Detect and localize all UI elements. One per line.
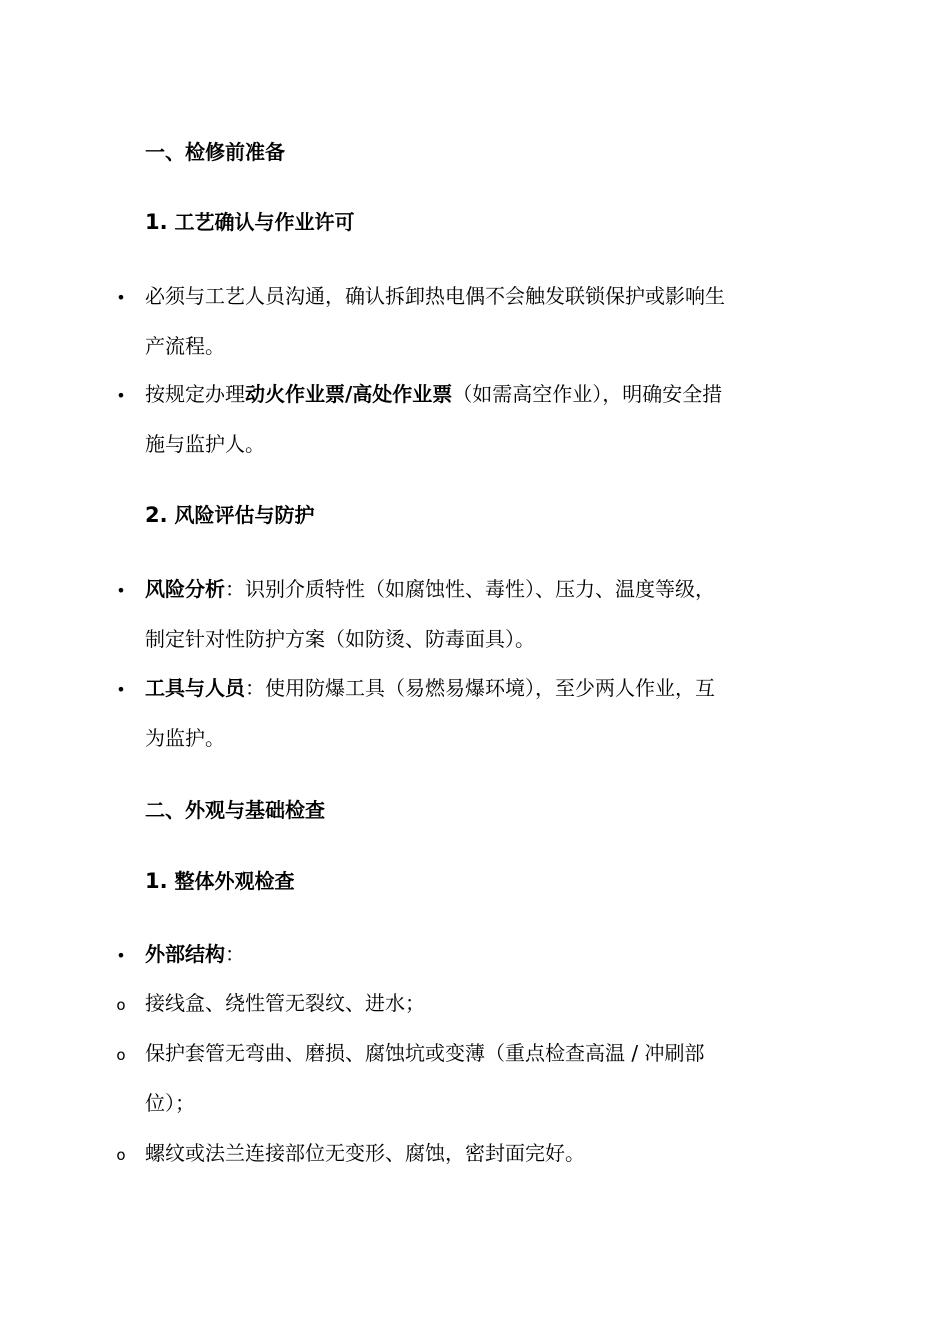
sub-bullet-icon: [114, 1041, 128, 1070]
list-item-bold-text: 外部结构: [145, 942, 225, 966]
list-item-line: 制定针对性防护方案（如防烫、防毒面具）。: [145, 627, 535, 651]
list-item: [145, 369, 805, 469]
list-item: [145, 929, 805, 979]
list-item-line: [145, 564, 805, 614]
list-item-bold-text: 动火作业票/高处作业票: [245, 382, 453, 406]
list-item-line: 接线盒、绕性管无裂纹、进水；: [145, 991, 425, 1015]
subsection-2-1-number: 1.: [145, 869, 168, 893]
subsection-1-2-label: 风险评估与防护: [167, 503, 315, 527]
sub-list-item: [145, 1128, 805, 1178]
subsection-1-1-label: 工艺确认与作业许可: [167, 210, 355, 234]
section-2-title: 二、外观与基础检查: [145, 798, 325, 822]
subsection-1-2-title: [145, 501, 315, 529]
list-item-bold-text: 风险分析: [145, 577, 225, 601]
list-item-text: （如需高空作业），明确安全措: [452, 382, 723, 406]
list-item-line: 位）；: [145, 1091, 195, 1115]
subsection-2-1-title: [145, 867, 295, 895]
subsection-1-2-number: 2.: [145, 503, 168, 527]
list-item: [145, 564, 805, 664]
list-item: [145, 663, 805, 763]
sub-bullet-icon: [114, 1141, 128, 1170]
sub-list-item: [145, 1028, 805, 1128]
subsection-1-1-number: 1.: [145, 210, 168, 234]
bullet-icon: [114, 676, 128, 705]
list-item-line: 保护套管无弯曲、磨损、腐蚀坑或变薄（重点检查高温 / 冲刷部: [145, 1041, 705, 1065]
bullet-icon: [114, 284, 128, 313]
list-item: [145, 271, 805, 371]
list-item-line: [145, 369, 805, 419]
list-item-text: 按规定办理: [145, 382, 245, 406]
list-item-line: 必须与工艺人员沟通，确认拆卸热电偶不会触发联锁保护或影响生: [145, 284, 725, 308]
list-item-line: [145, 663, 805, 713]
list-item-line: 产流程。: [145, 334, 225, 358]
bullet-icon: [114, 577, 128, 606]
sub-bullet-icon: [114, 991, 128, 1020]
list-item-text: ：识别介质特性（如腐蚀性、毒性）、压力、温度等级，: [225, 577, 715, 601]
section-1-title: 一、检修前准备: [145, 140, 285, 164]
list-item-line: 为监护。: [145, 726, 225, 750]
list-item-line: [145, 929, 805, 979]
list-item-bold-text: 工具与人员: [145, 676, 245, 700]
subsection-2-1-label: 整体外观检查: [167, 869, 295, 893]
list-item-text: ：使用防爆工具（易燃易爆环境），至少两人作业，互: [245, 676, 715, 700]
bullet-icon: [114, 942, 128, 971]
subsection-1-1-title: [145, 208, 355, 236]
list-item-line: 螺纹或法兰连接部位无变形、腐蚀，密封面完好。: [145, 1141, 585, 1165]
list-item-line: 施与监护人。: [145, 432, 265, 456]
sub-list-item: [145, 978, 805, 1028]
list-item-text: ：: [225, 942, 245, 966]
bullet-icon: [114, 382, 128, 411]
